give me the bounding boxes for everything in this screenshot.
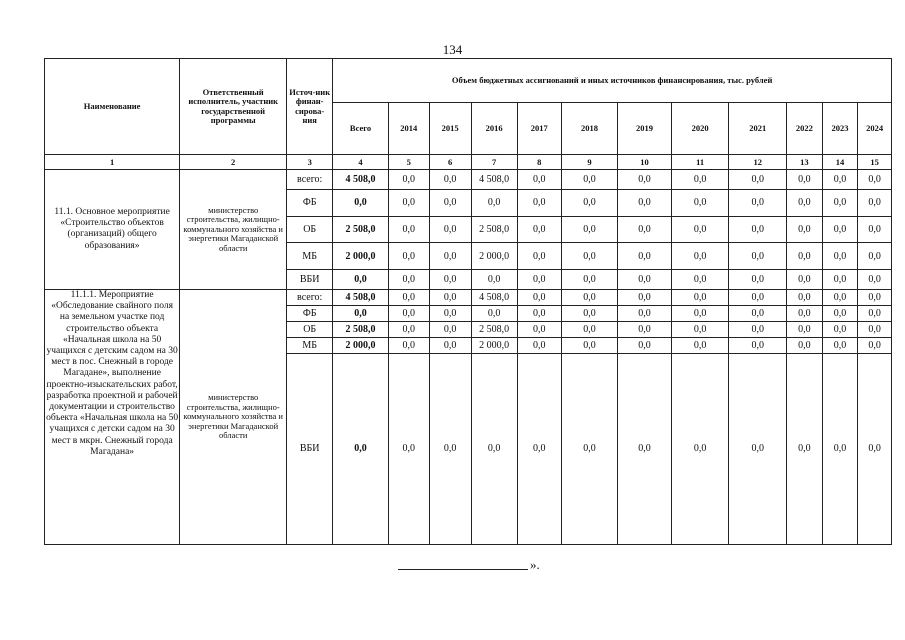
year-value: 0,0 xyxy=(822,216,858,243)
year-value: 0,0 xyxy=(729,190,787,217)
year-value: 0,0 xyxy=(671,305,729,321)
year-value: 0,0 xyxy=(787,243,823,270)
column-number: 12 xyxy=(729,155,787,170)
year-value: 0,0 xyxy=(618,337,671,353)
column-numbers-row xyxy=(45,155,892,170)
year-value: 0,0 xyxy=(787,353,823,544)
year-value: 0,0 xyxy=(561,337,618,353)
year-value: 0,0 xyxy=(618,170,671,190)
year-value: 0,0 xyxy=(729,243,787,270)
header-funding-title: Объем бюджетных ассигнований и иных источников финансирования, тыс. рублей xyxy=(333,59,892,103)
year-value: 0,0 xyxy=(618,353,671,544)
column-number: 4 xyxy=(333,155,389,170)
year-value: 0,0 xyxy=(729,337,787,353)
header-year-2020: 2020 xyxy=(671,103,729,155)
year-value: 0,0 xyxy=(429,170,471,190)
year-value: 0,0 xyxy=(517,216,561,243)
year-value: 0,0 xyxy=(858,289,892,305)
year-value: 0,0 xyxy=(388,243,429,270)
total-value: 4 508,0 xyxy=(333,289,389,305)
year-value: 0,0 xyxy=(618,216,671,243)
year-value: 0,0 xyxy=(388,170,429,190)
year-value: 0,0 xyxy=(471,269,517,289)
year-value: 0,0 xyxy=(787,190,823,217)
year-value: 0,0 xyxy=(671,216,729,243)
column-number: 2 xyxy=(180,155,287,170)
header-year-2021: 2021 xyxy=(729,103,787,155)
funding-source: всего: xyxy=(287,170,333,190)
header-year-2016: 2016 xyxy=(471,103,517,155)
header-year-2024: 2024 xyxy=(858,103,892,155)
footer-quote: ». xyxy=(530,557,540,572)
year-value: 0,0 xyxy=(729,170,787,190)
column-number: 7 xyxy=(471,155,517,170)
column-number: 14 xyxy=(822,155,858,170)
year-value: 0,0 xyxy=(671,353,729,544)
year-value: 0,0 xyxy=(822,243,858,270)
year-value: 2 000,0 xyxy=(471,337,517,353)
year-value: 0,0 xyxy=(787,216,823,243)
year-value: 0,0 xyxy=(517,190,561,217)
column-number: 9 xyxy=(561,155,618,170)
year-value: 0,0 xyxy=(671,321,729,337)
year-value: 0,0 xyxy=(858,190,892,217)
year-value: 0,0 xyxy=(471,353,517,544)
total-value: 0,0 xyxy=(333,305,389,321)
funding-source: ФБ xyxy=(287,305,333,321)
header-year-2022: 2022 xyxy=(787,103,823,155)
year-value: 0,0 xyxy=(561,190,618,217)
year-value: 0,0 xyxy=(858,243,892,270)
header-responsible: Ответственный исполнитель, участник государственной программы xyxy=(180,59,287,155)
footer-line xyxy=(398,569,528,570)
year-value: 0,0 xyxy=(517,305,561,321)
funding-source: МБ xyxy=(287,337,333,353)
year-value: 0,0 xyxy=(429,353,471,544)
activity-name: 11.1. Основное мероприятие «Строительство объектов (организаций) общего образования» xyxy=(45,170,180,290)
year-value: 0,0 xyxy=(471,305,517,321)
year-value: 0,0 xyxy=(822,190,858,217)
year-value: 0,0 xyxy=(729,216,787,243)
responsible-executor: министерство строительства, жилищно-коммунального хозяйства и энергетики Магаданской области xyxy=(180,170,287,290)
year-value: 0,0 xyxy=(729,269,787,289)
year-value: 0,0 xyxy=(671,170,729,190)
funding-source: ОБ xyxy=(287,216,333,243)
responsible-executor: министерство строительства, жилищно-коммунального хозяйства и энергетики Магаданской области xyxy=(180,289,287,544)
year-value: 0,0 xyxy=(822,305,858,321)
year-value: 0,0 xyxy=(618,190,671,217)
year-value: 0,0 xyxy=(787,170,823,190)
year-value: 0,0 xyxy=(517,321,561,337)
year-value: 0,0 xyxy=(618,305,671,321)
year-value: 0,0 xyxy=(517,243,561,270)
year-value: 0,0 xyxy=(388,305,429,321)
table-row xyxy=(45,289,892,305)
total-value: 4 508,0 xyxy=(333,170,389,190)
year-value: 2 508,0 xyxy=(471,321,517,337)
header-source: Источ-ник финан-сирова-ния xyxy=(287,59,333,155)
year-value: 0,0 xyxy=(388,337,429,353)
year-value: 0,0 xyxy=(822,289,858,305)
header-year-2018: 2018 xyxy=(561,103,618,155)
year-value: 0,0 xyxy=(729,289,787,305)
year-value: 0,0 xyxy=(561,269,618,289)
header-year-2014: 2014 xyxy=(388,103,429,155)
year-value: 0,0 xyxy=(388,289,429,305)
year-value: 0,0 xyxy=(388,190,429,217)
total-value: 2 508,0 xyxy=(333,216,389,243)
year-value: 0,0 xyxy=(858,321,892,337)
column-number: 8 xyxy=(517,155,561,170)
year-value: 0,0 xyxy=(561,216,618,243)
year-value: 0,0 xyxy=(671,289,729,305)
year-value: 0,0 xyxy=(561,289,618,305)
year-value: 0,0 xyxy=(429,337,471,353)
year-value: 0,0 xyxy=(671,337,729,353)
funding-source: ОБ xyxy=(287,321,333,337)
year-value: 0,0 xyxy=(429,190,471,217)
year-value: 0,0 xyxy=(787,269,823,289)
year-value: 0,0 xyxy=(822,337,858,353)
year-value: 0,0 xyxy=(671,190,729,217)
year-value: 0,0 xyxy=(429,216,471,243)
year-value: 0,0 xyxy=(787,289,823,305)
year-value: 0,0 xyxy=(858,337,892,353)
year-value: 0,0 xyxy=(561,243,618,270)
year-value: 0,0 xyxy=(561,353,618,544)
year-value: 0,0 xyxy=(561,321,618,337)
year-value: 0,0 xyxy=(618,243,671,270)
year-value: 0,0 xyxy=(517,170,561,190)
total-value: 2 000,0 xyxy=(333,337,389,353)
year-value: 0,0 xyxy=(517,337,561,353)
header-year-2019: 2019 xyxy=(618,103,671,155)
year-value: 0,0 xyxy=(822,170,858,190)
year-value: 0,0 xyxy=(429,243,471,270)
total-value: 0,0 xyxy=(333,269,389,289)
year-value: 0,0 xyxy=(858,269,892,289)
year-value: 0,0 xyxy=(388,269,429,289)
year-value: 0,0 xyxy=(517,269,561,289)
funding-source: ВБИ xyxy=(287,353,333,544)
year-value: 0,0 xyxy=(561,170,618,190)
funding-source: всего: xyxy=(287,289,333,305)
funding-source: МБ xyxy=(287,243,333,270)
year-value: 2 508,0 xyxy=(471,216,517,243)
year-value: 0,0 xyxy=(429,321,471,337)
year-value: 0,0 xyxy=(517,289,561,305)
year-value: 0,0 xyxy=(858,353,892,544)
year-value: 0,0 xyxy=(561,305,618,321)
header-year-2017: 2017 xyxy=(517,103,561,155)
year-value: 0,0 xyxy=(388,353,429,544)
column-number: 6 xyxy=(429,155,471,170)
column-number: 13 xyxy=(787,155,823,170)
year-value: 0,0 xyxy=(517,353,561,544)
year-value: 0,0 xyxy=(858,305,892,321)
year-value: 0,0 xyxy=(822,269,858,289)
funding-source: ФБ xyxy=(287,190,333,217)
year-value: 0,0 xyxy=(787,337,823,353)
year-value: 0,0 xyxy=(618,269,671,289)
year-value: 0,0 xyxy=(729,321,787,337)
year-value: 0,0 xyxy=(729,353,787,544)
header-name: Наименование xyxy=(45,59,180,155)
header-year-2023: 2023 xyxy=(822,103,858,155)
column-number: 15 xyxy=(858,155,892,170)
year-value: 0,0 xyxy=(618,321,671,337)
year-value: 4 508,0 xyxy=(471,170,517,190)
year-value: 0,0 xyxy=(671,243,729,270)
header-year-2015: 2015 xyxy=(429,103,471,155)
year-value: 0,0 xyxy=(471,190,517,217)
column-number: 10 xyxy=(618,155,671,170)
total-value: 0,0 xyxy=(333,353,389,544)
total-value: 2 000,0 xyxy=(333,243,389,270)
total-value: 2 508,0 xyxy=(333,321,389,337)
column-number: 5 xyxy=(388,155,429,170)
header-total: Всего xyxy=(333,103,389,155)
year-value: 0,0 xyxy=(618,289,671,305)
column-number: 3 xyxy=(287,155,333,170)
page-number: 134 xyxy=(442,42,463,57)
year-value: 0,0 xyxy=(429,269,471,289)
column-number: 1 xyxy=(45,155,180,170)
table-row xyxy=(45,170,892,190)
year-value: 0,0 xyxy=(858,216,892,243)
activity-name: 11.1.1. Мероприятие «Обследование свайного поля на земельном участке под строительство объекта «Начальная школа на 50 учащихся с детским садом на 30 мест в пос. Снежный в городе Магадане», выполнение проектно-изыскательских работ, разработка проектной и рабочей документации и строительство объекта «Начальная школа на 50 учащихся с детски садом на 30 мест в мкрн. Снежный города Магадана» xyxy=(45,289,180,544)
total-value: 0,0 xyxy=(333,190,389,217)
year-value: 0,0 xyxy=(822,353,858,544)
year-value: 0,0 xyxy=(729,305,787,321)
funding-source: ВБИ xyxy=(287,269,333,289)
year-value: 0,0 xyxy=(429,289,471,305)
year-value: 0,0 xyxy=(388,216,429,243)
year-value: 0,0 xyxy=(388,321,429,337)
column-number: 11 xyxy=(671,155,729,170)
year-value: 2 000,0 xyxy=(471,243,517,270)
year-value: 0,0 xyxy=(858,170,892,190)
year-value: 0,0 xyxy=(822,321,858,337)
year-value: 0,0 xyxy=(787,321,823,337)
budget-table xyxy=(44,58,892,545)
year-value: 4 508,0 xyxy=(471,289,517,305)
year-value: 0,0 xyxy=(787,305,823,321)
year-value: 0,0 xyxy=(429,305,471,321)
year-value: 0,0 xyxy=(671,269,729,289)
